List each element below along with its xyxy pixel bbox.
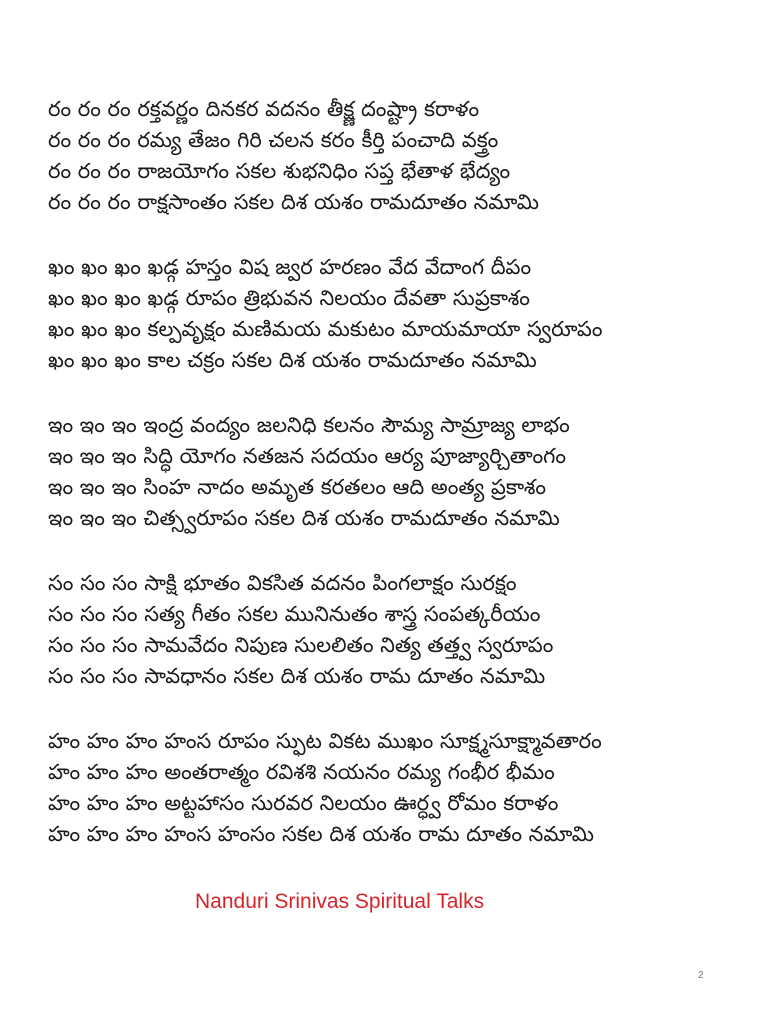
verse-line: హం హం హం హంస రూపం స్ఫుట వికట ముఖం సూక్ష్మసూక్ష్మావతారం: [48, 729, 602, 753]
verse-line: ఖం ఖం ఖం ఖడ్గ హస్తం విష జ్వర హరణం వేద వేదాంగ దీపం: [48, 255, 532, 279]
stanza-kham: [48, 252, 748, 376]
verse-line: సం సం సం సామవేదం నిపుణ సులలితం నిత్య తత్త్వ స్వరూపం: [48, 633, 554, 657]
verse-line: సం సం సం సాక్షి భూతం వికసిత వదనం పింగలాక్షం సురక్షం: [48, 571, 517, 595]
stanza-ham: [48, 726, 748, 850]
verse-line: ఖం ఖం ఖం కాల చక్రం సకల దిశ యశం రామదూతం నమామి: [48, 348, 537, 372]
verse-line: సం సం సం సత్య గీతం సకల మునినుతం శాస్త్ర సంపత్కరీయం: [48, 602, 541, 626]
verse-line: ఇం ఇం ఇం ఇంద్ర వంద్యం జలనిధి కలనం సౌమ్య సామ్రాజ్య లాభం: [48, 413, 570, 437]
verse-line: హం హం హం అంతరాత్మం రవిశశి నయనం రమ్య గంభీర భీమం: [48, 760, 555, 784]
verse-line: సం సం సం సావధానం సకల దిశ యశం రామ దూతం నమామి: [48, 664, 546, 688]
verse-line: రం రం రం రాక్షసాంతం సకల దిశ యశం రామదూతం నమామి: [48, 190, 539, 214]
stotram-text: [48, 94, 748, 884]
verse-line: ఇం ఇం ఇం సిద్ధి యోగం నతజన సదయం ఆర్య పూజ్యార్చితాంగం: [48, 444, 567, 468]
verse-line: రం రం రం రాజయోగం సకల శుభనిధిం సప్త భేతాళ భేద్యం: [48, 159, 511, 183]
verse-line: హం హం హం హంస హంసం సకల దిశ యశం రామ దూతం నమామి: [48, 822, 594, 846]
verse-line: హం హం హం అట్టహాసం సురవర నిలయం ఊర్ధ్వ రోమం కరాళం: [48, 791, 559, 815]
verse-line: ఇం ఇం ఇం చిత్స్వరూపం సకల దిశ యశం రామదూతం నమామి: [48, 506, 560, 530]
verse-line: రం రం రం రమ్య తేజం గిరి చలన కరం కీర్తి పంచాది వక్త్రం: [48, 128, 499, 152]
stanza-ram: [48, 94, 748, 218]
verse-line: రం రం రం రక్తవర్ణం దినకర వదనం తీక్ష్ణ దంష్ట్రా కరాళం: [48, 97, 480, 121]
verse-line: ఇం ఇం ఇం సింహ నాదం అమృత కరతలం ఆది అంత్య ప్రకాశం: [48, 475, 547, 499]
credit-text: Nanduri Srinivas Spiritual Talks: [195, 890, 485, 913]
stanza-im: [48, 410, 748, 534]
verse-line: ఖం ఖం ఖం కల్పవృక్షం మణిమయ మకుటం మాయమాయా స్వరూపం: [48, 317, 603, 341]
page-number: 2: [698, 970, 704, 981]
verse-line: ఖం ఖం ఖం ఖడ్గ రూపం త్రిభువన నిలయం దేవతా సుప్రకాశం: [48, 286, 530, 310]
stanza-sam: [48, 568, 748, 692]
